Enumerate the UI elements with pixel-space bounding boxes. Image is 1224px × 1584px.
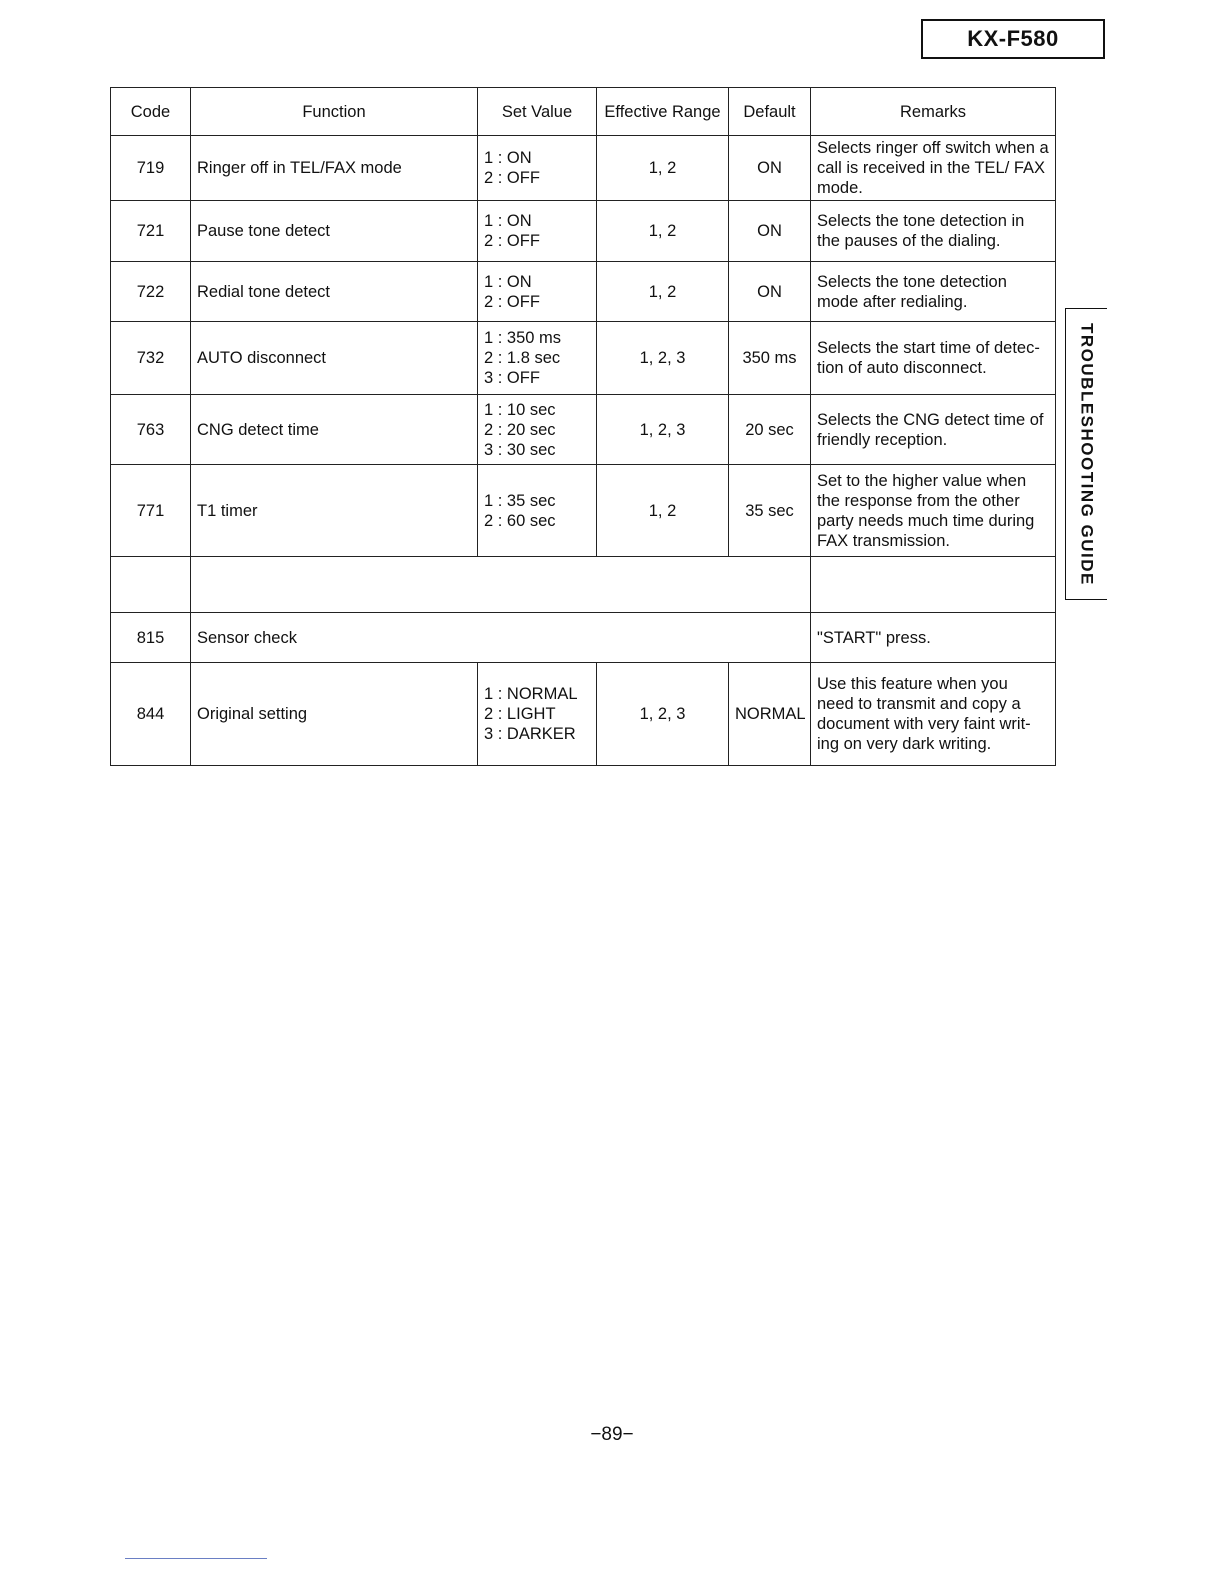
- set-value-cell: 1 : ON 2 : OFF: [478, 262, 597, 322]
- effective-range-cell: 1, 2, 3: [597, 322, 729, 395]
- function-cell: T1 timer: [191, 465, 478, 557]
- empty-table-row: [111, 557, 1056, 613]
- default-cell: 350 ms: [729, 322, 811, 395]
- bottom-divider: [125, 1558, 267, 1559]
- set-value-cell: 1 : 350 ms 2 : 1.8 sec 3 : OFF: [478, 322, 597, 395]
- empty-code-cell: [111, 557, 191, 613]
- code-cell: 763: [111, 395, 191, 465]
- table-row: [111, 613, 1056, 663]
- section-side-tab: [1065, 308, 1107, 600]
- effective-range-cell: 1, 2: [597, 201, 729, 262]
- set-value-cell: 1 : 35 sec 2 : 60 sec: [478, 465, 597, 557]
- function-cell: Original setting: [191, 663, 478, 766]
- set-value-cell: 1 : 10 sec 2 : 20 sec 3 : 30 sec: [478, 395, 597, 465]
- function-cell: Sensor check: [191, 613, 811, 663]
- code-cell: 732: [111, 322, 191, 395]
- default-cell: ON: [729, 136, 811, 201]
- model-number: KX-F580: [967, 26, 1059, 51]
- remarks-cell: Selects ringer off switch when a call is received in the TEL/ FAX mode.: [811, 136, 1056, 201]
- remarks-cell: Selects the start time of detec-tion of auto disconnect.: [811, 322, 1056, 395]
- column-header-default: Default: [729, 88, 811, 136]
- function-cell: Ringer off in TEL/FAX mode: [191, 136, 478, 201]
- default-cell: NORMAL: [729, 663, 811, 766]
- column-header-remarks: Remarks: [811, 88, 1056, 136]
- function-cell: Redial tone detect: [191, 262, 478, 322]
- section-side-tab-label: TROUBLESHOOTING GUIDE: [1077, 322, 1097, 586]
- code-cell: 815: [111, 613, 191, 663]
- empty-merged-cell: [191, 557, 811, 613]
- table-header-row: [111, 88, 1056, 136]
- empty-remarks-cell: [811, 557, 1056, 613]
- effective-range-cell: 1, 2, 3: [597, 663, 729, 766]
- column-header-effective-range: Effective Range: [597, 88, 729, 136]
- table-row: [111, 395, 1056, 465]
- code-cell: 722: [111, 262, 191, 322]
- column-header-code: Code: [111, 88, 191, 136]
- effective-range-cell: 1, 2: [597, 262, 729, 322]
- effective-range-cell: 1, 2, 3: [597, 395, 729, 465]
- effective-range-cell: 1, 2: [597, 465, 729, 557]
- code-cell: 719: [111, 136, 191, 201]
- remarks-cell: Selects the tone detection in the pauses of the dialing.: [811, 201, 1056, 262]
- set-value-cell: 1 : NORMAL 2 : LIGHT 3 : DARKER: [478, 663, 597, 766]
- default-cell: 20 sec: [729, 395, 811, 465]
- function-cell: CNG detect time: [191, 395, 478, 465]
- table-row: [111, 322, 1056, 395]
- model-number-box: [921, 19, 1105, 59]
- service-settings-table: [110, 87, 1056, 766]
- code-cell: 771: [111, 465, 191, 557]
- page-number: −89−: [590, 1424, 634, 1445]
- set-value-cell: 1 : ON 2 : OFF: [478, 201, 597, 262]
- table-row: [111, 136, 1056, 201]
- table-row: [111, 663, 1056, 766]
- code-cell: 844: [111, 663, 191, 766]
- default-cell: 35 sec: [729, 465, 811, 557]
- default-cell: ON: [729, 262, 811, 322]
- set-value-cell: 1 : ON 2 : OFF: [478, 136, 597, 201]
- code-cell: 721: [111, 201, 191, 262]
- remarks-cell: "START" press.: [811, 613, 1056, 663]
- table-row: [111, 465, 1056, 557]
- remarks-cell: Selects the CNG detect time of friendly reception.: [811, 395, 1056, 465]
- table-row: [111, 201, 1056, 262]
- column-header-set-value: Set Value: [478, 88, 597, 136]
- function-cell: AUTO disconnect: [191, 322, 478, 395]
- remarks-cell: Use this feature when you need to transmit and copy a document with very faint writ-ing on very dark writing.: [811, 663, 1056, 766]
- column-header-function: Function: [191, 88, 478, 136]
- function-cell: Pause tone detect: [191, 201, 478, 262]
- remarks-cell: Selects the tone detection mode after redialing.: [811, 262, 1056, 322]
- effective-range-cell: 1, 2: [597, 136, 729, 201]
- remarks-cell: Set to the higher value when the response from the other party needs much time during FAX transmission.: [811, 465, 1056, 557]
- table-row: [111, 262, 1056, 322]
- default-cell: ON: [729, 201, 811, 262]
